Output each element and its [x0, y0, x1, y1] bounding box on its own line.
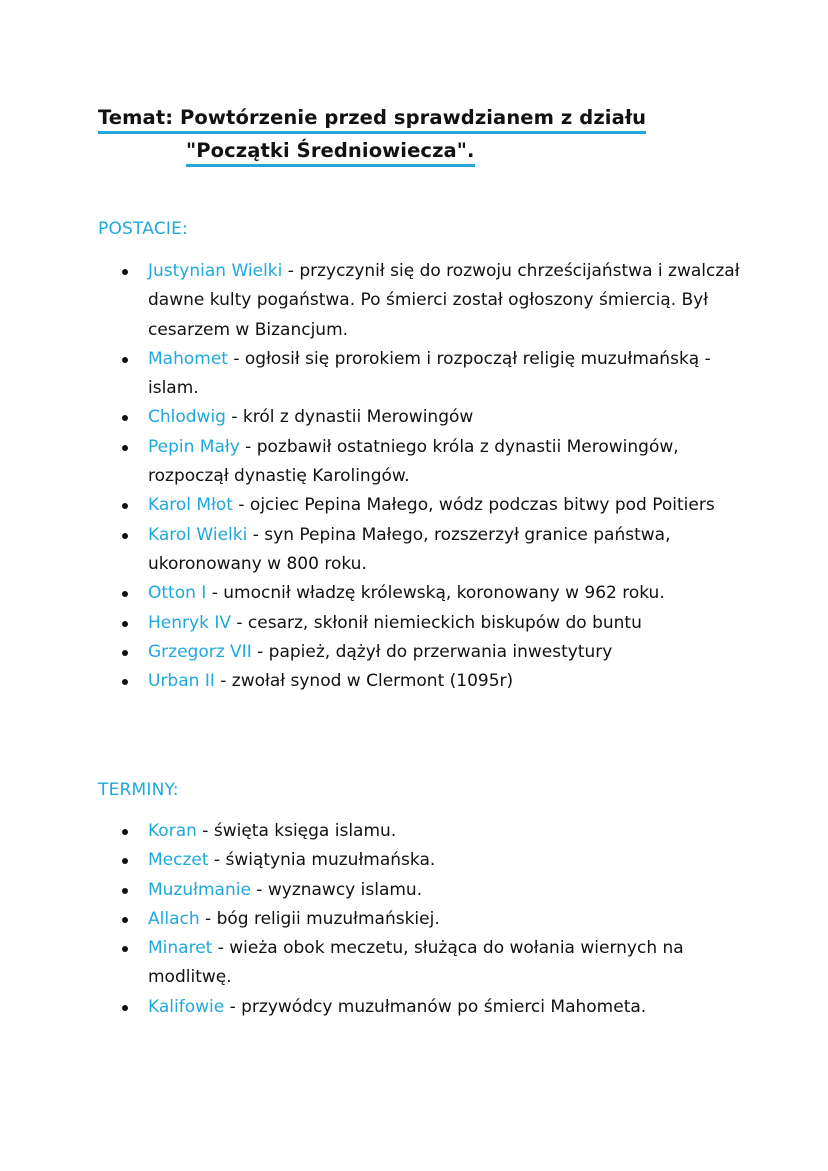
bullet-icon — [122, 888, 128, 894]
postacie-list — [120, 257, 760, 696]
term-name: Pepin Mały — [148, 436, 240, 457]
term-description: - pozbawił ostatniego króla z dynastii Merowingów, rozpoczął dynastię Karolingów. — [148, 436, 679, 487]
section-heading-terminy: TERMINY: — [98, 780, 179, 800]
list-item — [120, 433, 760, 492]
term-name: Grzegorz VII — [148, 641, 252, 662]
terminy-list — [120, 817, 760, 1022]
bullet-icon — [122, 357, 128, 363]
list-item — [120, 905, 760, 934]
list-item — [120, 667, 760, 696]
bullet-icon — [122, 533, 128, 539]
list-item — [120, 638, 760, 667]
term-name: Kalifowie — [148, 996, 225, 1017]
term-name: Karol Wielki — [148, 524, 248, 545]
page-title — [98, 103, 646, 167]
term-name: Meczet — [148, 850, 209, 871]
term-description: - świątynia muzułmańska. — [208, 850, 436, 871]
term-name: Otton I — [148, 583, 207, 604]
list-item — [120, 846, 760, 875]
term-description: - przywódcy muzułmanów po śmierci Mahometa. — [224, 996, 647, 1017]
list-item — [120, 403, 760, 432]
term-name: Minaret — [148, 938, 213, 959]
term-name: Justynian Wielki — [148, 261, 283, 281]
list-item — [120, 579, 760, 608]
term-description: - ogłosił się prorokiem i rozpoczął religię muzułmańską - islam. — [148, 348, 711, 399]
term-description: - umocnił władzę królewską, koronowany w 962 roku. — [206, 583, 665, 604]
title-line-2: "Początki Średniowiecza". — [186, 138, 475, 167]
list-item — [120, 257, 760, 345]
term-name: Urban II — [148, 671, 215, 692]
bullet-icon — [122, 650, 128, 656]
bullet-icon — [122, 917, 128, 923]
term-name: Koran — [148, 821, 197, 841]
term-description: - ojciec Pepina Małego, wódz podczas bitwy pod Poitiers — [232, 495, 715, 516]
list-item — [120, 609, 760, 638]
bullet-icon — [122, 415, 128, 421]
term-description: - bóg religii muzułmańskiej. — [199, 908, 440, 929]
bullet-icon — [122, 621, 128, 627]
list-item — [120, 876, 760, 905]
title-line-1: Temat: Powtórzenie przed sprawdzianem z działu — [98, 105, 646, 134]
term-description: - król z dynastii Merowingów — [225, 407, 474, 428]
bullet-icon — [122, 946, 128, 952]
term-name: Henryk IV — [148, 612, 231, 633]
term-description: - zwołał synod w Clermont (1095r) — [214, 671, 514, 692]
term-name: Chlodwig — [148, 407, 226, 428]
list-item — [120, 993, 760, 1022]
term-description: - cesarz, skłonił niemieckich biskupów do buntu — [230, 612, 642, 633]
term-description: - przyczynił się do rozwoju chrześcijaństwa i zwalczał dawne kulty pogaństwa. Po śmierci został ogłoszony śmiercią. Był cesarzem w Bizancjum. — [148, 261, 740, 340]
term-description: - syn Pepina Małego, rozszerzył granice państwa, ukoronowany w 800 roku. — [148, 524, 671, 574]
bullet-icon — [122, 1005, 128, 1011]
term-name: Muzułmanie — [148, 879, 251, 900]
term-description: - wieża obok meczetu, służąca do wołania wiernych na modlitwę. — [148, 938, 684, 988]
term-name: Karol Młot — [148, 495, 233, 516]
list-item — [120, 817, 760, 846]
term-name: Mahomet — [148, 348, 228, 369]
term-description: - wyznawcy islamu. — [250, 879, 423, 900]
term-description: - święta księga islamu. — [196, 821, 397, 841]
term-name: Allach — [148, 908, 200, 929]
bullet-icon — [122, 445, 128, 451]
section-heading-postacie: POSTACIE: — [98, 219, 188, 239]
list-item — [120, 491, 760, 520]
bullet-icon — [122, 591, 128, 597]
list-item — [120, 934, 760, 993]
bullet-icon — [122, 679, 128, 685]
bullet-icon — [122, 503, 128, 509]
list-item — [120, 521, 760, 580]
bullet-icon — [122, 269, 128, 275]
bullet-icon — [122, 858, 128, 864]
bullet-icon — [122, 829, 128, 835]
list-item — [120, 345, 760, 404]
term-description: - papież, dążył do przerwania inwestytury — [251, 641, 613, 662]
